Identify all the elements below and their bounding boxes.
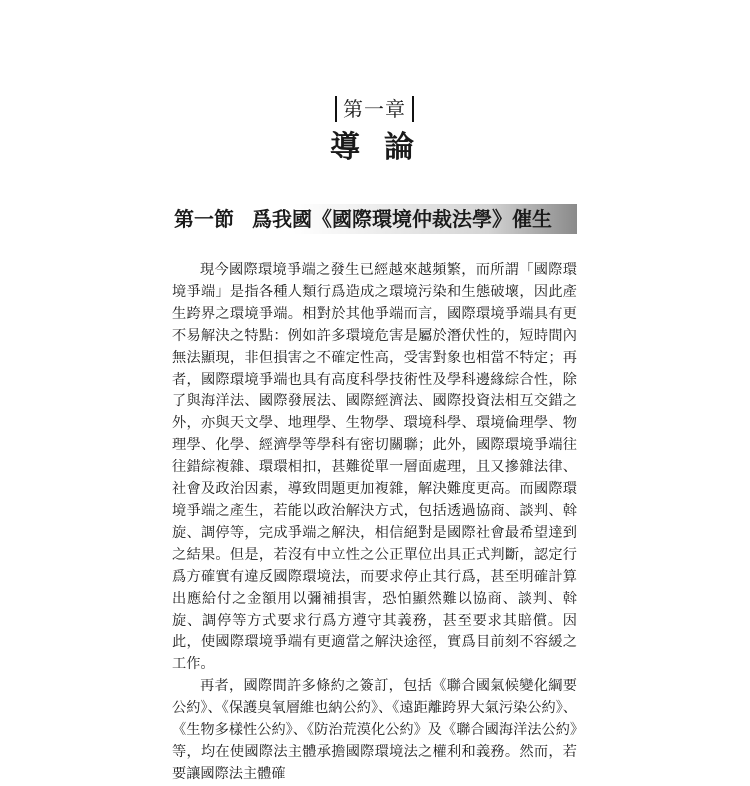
chapter-label: 第一章 xyxy=(335,96,414,122)
section-heading xyxy=(174,204,574,234)
section-title: 爲我國《國際環境仲裁法學》催生 xyxy=(252,207,552,231)
body-text xyxy=(172,260,577,786)
paragraph-1: 現今國際環境爭端之發生已經越來越頻繁，而所謂「國際環境爭端」是指各種人類行爲造成之環境污染和生態破壞，因此產生跨界之環境爭端。相對於其他爭端而言，國際環境爭端具有更不易解決之特點：例如許多環境危害是屬於潛伏性的，短時間內無法顯現，非但損害之不確定性高，受害對象也相當不特定；再者，國際環境爭端也具有高度科學技術性及學科邊緣綜合性，除了與海洋法、國際發展法、國際經濟法、國際投資法相互交錯之外，亦與天文學、地理學、生物學、環境科學、環境倫理學、物理學、化學、經濟學等學科有密切關聯；此外，國際環境爭端往往錯綜複雜、環環相扣，甚難從單一層面處理，且又摻雜法律、社會及政治因素，導致問題更加複雜，解決難度更高。而國際環境爭端之產生，若能以政治解決方式，包括透過協商、談判、斡旋、調停等，完成爭端之解決，相信絕對是國際社會最希望達到之結果。但是，若沒有中立性之公正單位出具正式判斷，認定行爲方確實有違反國際環境法，而要求停止其行爲，甚至明確計算出應給付之金額用以彌補損害，恐怕顯然難以協商、談判、斡旋、調停等方式要求行爲方遵守其義務，甚至要求其賠償。因此，使國際環境爭端有更適當之解決途徑，實爲目前刻不容緩之工作。 xyxy=(172,262,577,673)
section-number: 第一節 xyxy=(174,207,234,231)
paragraph-2: 再者，國際間許多條約之簽訂，包括《聯合國氣候變化綱要公約》、《保護臭氧層維也納公約》、《遠距離跨界大氣污染公約》、《生物多樣性公約》、《防治荒漠化公約》及《聯合國海洋法公約》等，均在使國際法主體承擔國際環境法之權利和義務。然而，若要讓國際法主體確 xyxy=(172,678,577,782)
chapter-title: 導論 xyxy=(330,130,438,165)
